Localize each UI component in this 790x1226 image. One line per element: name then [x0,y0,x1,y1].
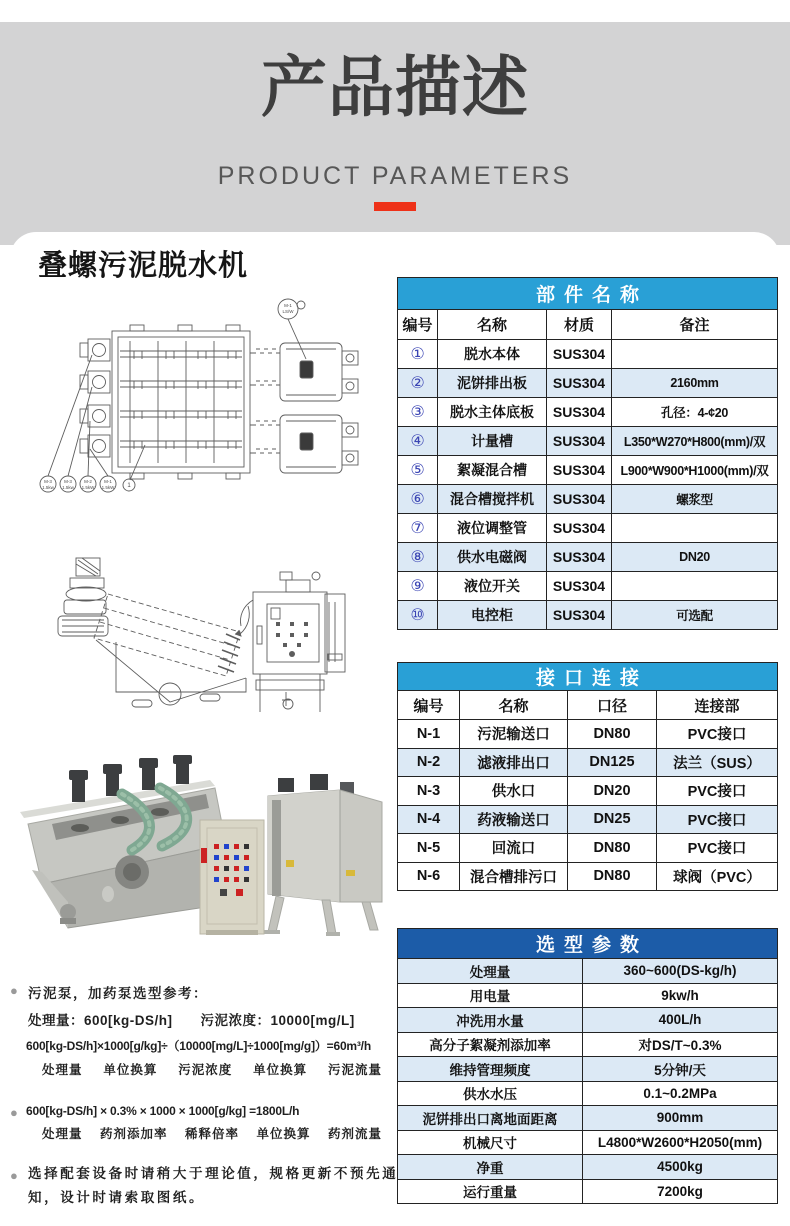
table-cell: ⑦ [398,514,438,543]
table-cell: 泥饼排出口离地面距离 [398,1106,583,1131]
formula-label: 单位换算 [256,1127,311,1141]
bullet-icon: ● [10,983,20,998]
table-cell: SUS304 [547,340,612,369]
balloon-label: 1.5kw [62,485,74,490]
table-cell: 900mm [583,1106,778,1131]
sizing-notice [6,1162,400,1209]
table-cell: SUS304 [547,398,612,427]
table-cell: 混合槽搅拌机 [438,485,547,514]
table-cell: 液位调整管 [438,514,547,543]
formula-label: 处理量 [42,1127,83,1141]
table-cell: 污泥输送口 [460,720,568,749]
table-cell: 冲洗用水量 [398,1008,583,1033]
notes-intro-text: 污泥泵，加药泵选型参考： [28,986,208,1001]
table-cell: 供水电磁阀 [438,543,547,572]
table-cell: 回流口 [460,834,568,863]
table-cell: N-1 [398,720,460,749]
table-cell: DN20 [568,777,657,806]
table-cell: N-3 [398,777,460,806]
table-cell: PVC接口 [657,720,778,749]
table-row [398,1155,778,1180]
table-cell [612,340,778,369]
table-cell: ⑧ [398,543,438,572]
table-cell: N-4 [398,805,460,834]
table-cell: DN80 [568,720,657,749]
table-cell: 净重 [398,1155,583,1180]
table-cell: L900*W900*H1000(mm)/双 [612,456,778,485]
red-accent-dash [374,202,416,211]
table-cell: 可选配 [612,601,778,630]
balloon-label: M-1 [104,479,112,484]
sizing-notice-text: 选择配套设备时请稍大于理论值，规格更新不预先通知，设计时请索取图纸。 [28,1166,399,1205]
table-row [398,543,778,572]
table-cell: DN20 [612,543,778,572]
table-cell: ⑤ [398,456,438,485]
connections-table-title: 接口连接 [398,663,778,691]
table-cell: PVC接口 [657,834,778,863]
table-cell: N-6 [398,862,460,891]
table-cell: DN80 [568,834,657,863]
table-cell: ⑩ [398,601,438,630]
table-cell: 处理量 [398,959,583,984]
table-row [398,959,778,984]
dosing-flow-formula-labels [6,1124,392,1142]
top-view-cad-drawing [30,293,390,508]
formula-label: 污泥浓度 [178,1063,233,1077]
table-cell: L350*W270*H800(mm)/双 [612,427,778,456]
index-balloon-label: 1 [127,483,131,489]
table-row [398,1130,778,1155]
table-cell: 2160mm [612,369,778,398]
table-cell: 高分子絮凝剂添加率 [398,1032,583,1057]
table-cell: SUS304 [547,427,612,456]
table-row [398,1032,778,1057]
table-row [398,983,778,1008]
table-row [398,777,778,806]
table-cell: SUS304 [547,543,612,572]
table-cell: N-2 [398,748,460,777]
balloon-label: M-3 [64,479,72,484]
table-row [398,1081,778,1106]
table-row [398,805,778,834]
column-header: 口径 [568,691,657,720]
sludge-flow-formula: 600[kg-DS/h]×1000[g/kg]÷（10000[mg/L]÷1000[mg/g]）=60m³/h [26,1039,371,1053]
column-header: 材质 [547,310,612,340]
table-cell: 泥饼排出板 [438,369,547,398]
mixing-tank-unit [264,774,382,936]
table-cell: 9kw/h [583,983,778,1008]
formula-label: 单位换算 [103,1063,158,1077]
table-row [398,601,778,630]
table-cell: ② [398,369,438,398]
dosing-flow-formula-text: 600[kg-DS/h] × 0.3% × 1000 × 1000[g/kg] =1800L/h [26,1104,300,1118]
selection-table [397,928,778,1204]
table-row [398,398,778,427]
table-cell: PVC接口 [657,777,778,806]
side-view-sketch [20,542,390,747]
table-cell: 液位开关 [438,572,547,601]
table-cell: 絮凝混合槽 [438,456,547,485]
table-cell: PVC接口 [657,805,778,834]
balloon-label: 1.5kw [42,485,54,490]
table-cell: 4500kg [583,1155,778,1180]
column-header: 名称 [438,310,547,340]
table-row [398,1106,778,1131]
page-title: 产品描述 [261,50,529,124]
control-cabinet [200,820,264,935]
table-cell: SUS304 [547,485,612,514]
formula-label: 单位换算 [253,1063,308,1077]
column-header: 编号 [398,691,460,720]
table-cell: 运行重量 [398,1179,583,1204]
column-header: 备注 [612,310,778,340]
notes-given-values: 处理量：600[kg-DS/h] 污泥浓度：10000[mg/L] [28,1013,355,1028]
table-row [398,485,778,514]
table-row [398,834,778,863]
table-cell: SUS304 [547,514,612,543]
page-subtitle: PRODUCT PARAMETERS [217,162,573,190]
table-row [398,748,778,777]
table-cell: DN125 [568,748,657,777]
connections-table [397,662,778,891]
section-title: 叠螺污泥脱水机 [38,250,249,282]
table-cell: SUS304 [547,369,612,398]
table-cell: 滤液排出口 [460,748,568,777]
parts-table [397,277,778,630]
table-row [398,1057,778,1082]
table-cell: 脱水主体底板 [438,398,547,427]
table-cell: DN80 [568,862,657,891]
table-cell: ⑥ [398,485,438,514]
table-cell: 计量槽 [438,427,547,456]
table-cell: ⑨ [398,572,438,601]
table-cell: SUS304 [547,456,612,485]
table-cell: 0.1~0.2MPa [583,1081,778,1106]
table-cell: 机械尺寸 [398,1130,583,1155]
table-row [398,720,778,749]
table-cell: 用电量 [398,983,583,1008]
formula-label: 污泥流量 [327,1063,382,1077]
table-cell: 球阀（PVC） [657,862,778,891]
table-row [398,514,778,543]
table-cell: 360~600(DS-kg/h) [583,959,778,984]
table-row [398,369,778,398]
table-cell: 维持管理频度 [398,1057,583,1082]
balloon-label: 1.5kW [101,485,115,490]
column-header: 名称 [460,691,568,720]
table-cell: SUS304 [547,601,612,630]
machine-photo-illustration [10,752,390,937]
formula-label: 药剂流量 [327,1127,382,1141]
table-row [398,1179,778,1204]
sludge-flow-formula-labels [6,1060,392,1078]
balloon-label: M-2 [84,479,92,484]
table-cell [612,572,778,601]
screw-press-body [20,780,226,928]
column-header: 编号 [398,310,438,340]
table-row [398,456,778,485]
table-cell: 螺浆型 [612,485,778,514]
bullet-icon: ● [10,1168,21,1183]
table-cell: 供水口 [460,777,568,806]
table-cell: 7200kg [583,1179,778,1204]
formula-label: 药剂添加率 [99,1127,168,1141]
table-cell: 400L/h [583,1008,778,1033]
pump-selection-notes [6,982,399,1209]
table-row [398,340,778,369]
table-cell: ③ [398,398,438,427]
dosing-flow-formula [6,1104,392,1118]
table-cell: 孔径：4-¢20 [612,398,778,427]
balloon-label: 1.5kW [81,485,95,490]
column-header: 连接部 [657,691,778,720]
table-cell: 脱水本体 [438,340,547,369]
parts-table-header-row [398,310,778,340]
table-cell: SUS304 [547,572,612,601]
table-cell: 5分钟/天 [583,1057,778,1082]
parts-table-title: 部件名称 [398,278,778,310]
balloon-label: M-3 [44,479,52,484]
table-cell: 对DS/T~0.3% [583,1032,778,1057]
table-cell: 供水水压 [398,1081,583,1106]
table-cell: 混合槽排污口 [460,862,568,891]
bullet-icon: ● [10,1105,18,1120]
balloon-label: M-1 [284,303,292,308]
table-cell: 电控柜 [438,601,547,630]
table-row [398,427,778,456]
table-cell [612,514,778,543]
table-row [398,862,778,891]
selection-table-title: 选型参数 [398,929,778,959]
table-cell: ④ [398,427,438,456]
table-cell: L4800*W2600*H2050(mm) [583,1130,778,1155]
balloon-label: LS/W [282,309,294,314]
table-row [398,1008,778,1033]
table-cell: N-5 [398,834,460,863]
table-cell: DN25 [568,805,657,834]
table-cell: ① [398,340,438,369]
formula-label: 稀释倍率 [184,1127,239,1141]
table-cell: 法兰（SUS） [657,748,778,777]
formula-label: 处理量 [42,1063,83,1077]
notes-intro [6,982,392,1002]
table-cell: 药液输送口 [460,805,568,834]
table-row [398,572,778,601]
connections-table-header-row [398,691,778,720]
